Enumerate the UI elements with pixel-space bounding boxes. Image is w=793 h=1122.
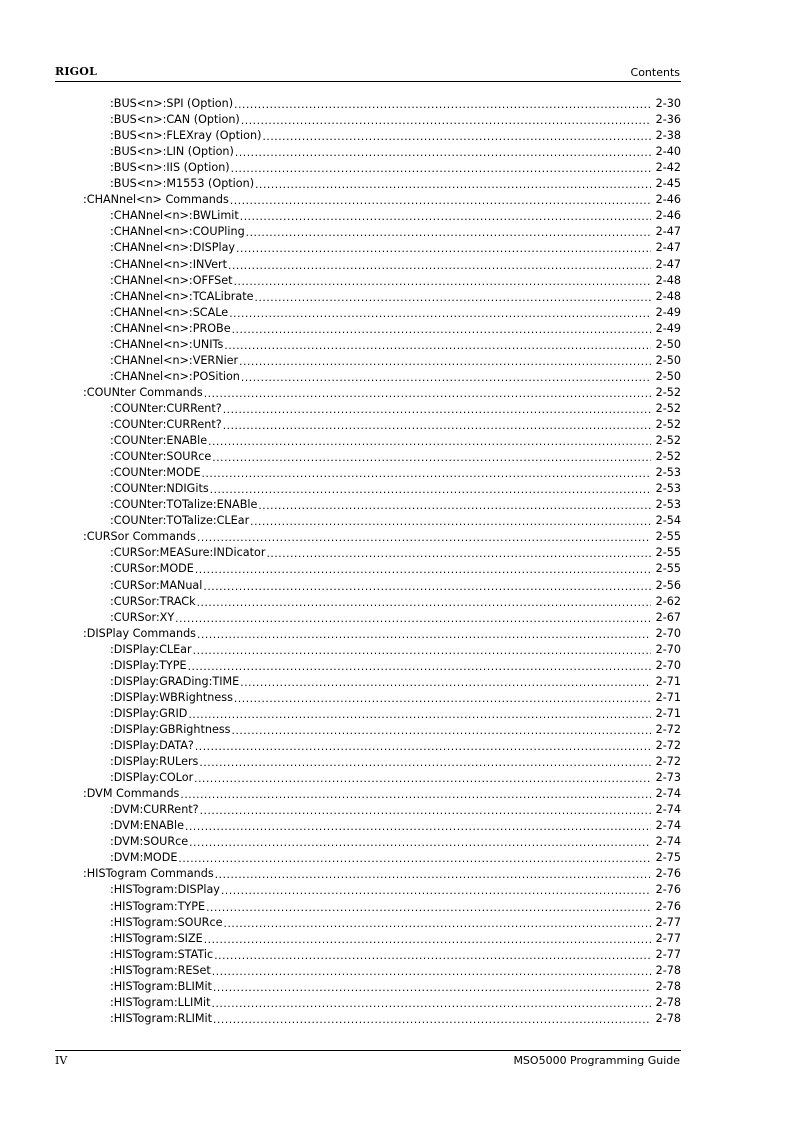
dot-leader <box>255 290 651 304</box>
toc-entry-label: :COUNter Commands <box>83 385 203 399</box>
toc-entry-page: 2-72 <box>655 755 681 769</box>
dot-leader <box>224 338 651 352</box>
toc-entry-page: 2-47 <box>655 225 681 239</box>
toc-entry-label: :COUNter:CURRent? <box>110 401 222 415</box>
toc-entry-label: :BUS<n>:CAN (Option) <box>110 113 240 127</box>
toc-entry[interactable] <box>0 641 681 657</box>
toc-entry-label: :COUNter:ENABle <box>110 434 208 448</box>
dot-leader <box>234 274 651 288</box>
toc-entry-label: :DISPlay:GRID <box>110 706 188 720</box>
toc-entry[interactable] <box>0 930 681 946</box>
toc-entry-label: :CURSor:MEASure:INDicator <box>110 546 266 560</box>
dot-leader <box>197 627 651 641</box>
toc-entry[interactable] <box>0 336 681 352</box>
dot-leader <box>210 482 651 496</box>
toc-entry[interactable] <box>0 352 681 368</box>
toc-entry-page: 2-30 <box>655 97 681 110</box>
toc-entry-label: :BUS<n>:FLEXray (Option) <box>110 129 262 143</box>
toc-entry-label: :CHANnel<n>:VERNier <box>110 353 239 367</box>
toc-entry-label: :BUS<n>:IIS (Option) <box>110 161 230 175</box>
toc-entry-label: :DISPlay:RULers <box>110 755 199 769</box>
dot-leader <box>212 964 651 978</box>
toc-entry-label: :CHANnel<n>:INVert <box>110 257 228 271</box>
toc-entry-label: :HISTogram:SOURce <box>110 915 223 929</box>
dot-leader <box>199 755 651 769</box>
toc-entry-page: 2-70 <box>655 626 681 640</box>
toc-entry-page: 2-45 <box>655 177 681 191</box>
toc-entry[interactable] <box>0 881 681 897</box>
toc-entry[interactable] <box>0 127 681 143</box>
dot-leader <box>255 177 651 191</box>
toc-section-entry[interactable] <box>0 384 681 400</box>
toc-entry-label: :DISPlay:CLEar <box>110 642 192 656</box>
toc-entry-label: :CHANnel<n>:OFFSet <box>110 273 233 287</box>
dot-leader <box>195 739 651 753</box>
toc-entry[interactable] <box>0 978 681 994</box>
dot-leader <box>194 771 651 785</box>
toc-entry-label: :CURSor:XY <box>110 610 175 624</box>
toc-entry-label: :HISTogram:SIZE <box>110 931 203 945</box>
dot-leader <box>240 675 651 689</box>
dot-leader <box>230 193 651 207</box>
toc-entry[interactable] <box>0 239 681 255</box>
toc-entry-label: :CURSor Commands <box>83 530 196 544</box>
toc-entry-page: 2-52 <box>655 418 681 431</box>
toc-entry[interactable] <box>0 689 681 705</box>
dot-leader <box>250 514 651 528</box>
dot-leader <box>234 97 651 111</box>
toc-entry-page: 2-46 <box>655 193 681 207</box>
toc-entry-label: :COUNter:TOTalize:CLEar <box>110 514 250 528</box>
toc-entry-label: :DVM:MODE <box>110 851 178 865</box>
toc-section-entry[interactable] <box>0 865 681 881</box>
toc-entry-page: 2-74 <box>655 787 681 801</box>
toc-entry[interactable] <box>0 207 681 223</box>
toc-entry-label: :HISTogram:TYPE <box>110 899 206 913</box>
dot-leader <box>185 819 651 833</box>
toc-entry-page: 2-74 <box>655 835 681 849</box>
toc-entry[interactable] <box>0 223 681 239</box>
toc-entry-label: :COUNter:CURRent? <box>110 418 222 431</box>
toc-entry[interactable] <box>0 801 681 817</box>
toc-entry-label: :DISPlay Commands <box>83 626 197 640</box>
dot-leader <box>228 258 651 272</box>
brand-logo-text: RIGOL <box>55 65 97 78</box>
dot-leader <box>204 386 651 400</box>
toc-entry[interactable] <box>0 496 681 512</box>
toc-entry-label: :CHANnel<n>:DISPlay <box>110 241 236 255</box>
toc-entry-label: :CURSor:MANual <box>110 578 203 592</box>
toc-entry[interactable] <box>0 175 681 191</box>
toc-entry-label: :CURSor:TRACk <box>110 594 196 608</box>
dot-leader <box>240 209 651 223</box>
dot-leader <box>234 691 651 705</box>
dot-leader <box>206 900 651 914</box>
toc-entry-label: :HISTogram:BLIMit <box>110 979 212 993</box>
toc-entry-label: :HISTogram:DISPlay <box>110 883 220 897</box>
toc-entry-label: :HISTogram:RESet <box>110 963 211 977</box>
dot-leader <box>229 306 651 320</box>
toc-entry-page: 2-50 <box>655 337 681 351</box>
toc-section-entry[interactable] <box>0 785 681 801</box>
toc-entry-page: 2-53 <box>655 466 681 480</box>
dot-leader <box>214 948 651 962</box>
toc-entry[interactable] <box>0 769 681 785</box>
dot-leader <box>213 980 651 994</box>
toc-entry-label: :DVM:SOURce <box>110 835 189 849</box>
toc-entry[interactable] <box>0 320 681 336</box>
dot-leader <box>215 867 651 881</box>
toc-entry[interactable] <box>0 480 681 496</box>
toc-entry-page: 2-49 <box>655 321 681 335</box>
toc-entry-label: :CHANnel<n>:COUPling <box>110 225 245 239</box>
toc-entry-page: 2-42 <box>655 161 681 175</box>
toc-entry-label: :HISTogram:STATic <box>110 947 214 961</box>
toc-entry[interactable] <box>0 898 681 914</box>
toc-entry-page: 2-70 <box>655 658 681 672</box>
toc-entry-page: 2-77 <box>655 931 681 945</box>
toc-entry-page: 2-77 <box>655 947 681 961</box>
toc-entry[interactable] <box>0 609 681 625</box>
toc-entry[interactable] <box>0 737 681 753</box>
toc-entry[interactable] <box>0 705 681 721</box>
toc-entry-page: 2-55 <box>655 562 681 576</box>
dot-leader <box>224 916 652 930</box>
toc-entry-page: 2-47 <box>655 241 681 255</box>
dot-leader <box>197 595 651 609</box>
toc-entry-label: :CHANnel<n>:SCALe <box>110 305 229 319</box>
toc-section-entry[interactable] <box>0 625 681 641</box>
toc-entry-page: 2-78 <box>655 995 681 1009</box>
dot-leader <box>203 579 651 593</box>
toc-entry[interactable] <box>0 657 681 673</box>
dot-leader <box>200 803 651 817</box>
toc-entry-label: :CURSor:MODE <box>110 562 194 576</box>
dot-leader <box>188 707 651 721</box>
toc-entry-page: 2-62 <box>655 594 681 608</box>
toc-entry[interactable] <box>0 962 681 978</box>
toc-entry[interactable] <box>0 111 681 127</box>
toc-entry-page: 2-72 <box>655 722 681 736</box>
dot-leader <box>241 113 651 127</box>
toc-entry[interactable] <box>0 914 681 930</box>
toc-entry[interactable] <box>0 994 681 1010</box>
document-title: MSO5000 Programming Guide <box>513 1054 680 1067</box>
toc-entry-page: 2-78 <box>655 963 681 977</box>
toc-entry[interactable] <box>0 95 681 111</box>
toc-entry-page: 2-40 <box>655 145 681 159</box>
dot-leader <box>266 546 651 560</box>
toc-entry-page: 2-78 <box>655 979 681 993</box>
toc-entry-page: 2-52 <box>655 401 681 415</box>
toc-section-entry[interactable] <box>0 528 681 544</box>
toc-entry-page: 2-53 <box>655 498 681 512</box>
dot-leader <box>246 225 651 239</box>
toc-entry[interactable] <box>0 560 681 576</box>
toc-entry-page: 2-55 <box>655 530 681 544</box>
toc-entry-label: :HISTogram:RLIMit <box>110 1011 213 1025</box>
section-title: Contents <box>630 66 680 79</box>
toc-entry[interactable] <box>0 577 681 593</box>
page-footer <box>55 1050 681 1067</box>
dot-leader <box>204 932 651 946</box>
toc-entry[interactable] <box>0 368 681 384</box>
toc-entry-page: 2-52 <box>655 450 681 464</box>
dot-leader <box>193 643 651 657</box>
toc-entry-label: :DISPlay:GBRightness <box>110 722 231 736</box>
toc-entry-page: 2-71 <box>655 690 681 704</box>
toc-entry-label: :CHANnel<n>:TCALibrate <box>110 289 254 303</box>
toc-entry-page: 2-75 <box>655 851 681 865</box>
toc-entry-label: :CHANnel<n>:PROBe <box>110 321 231 335</box>
toc-entry[interactable] <box>0 448 681 464</box>
toc-entry[interactable] <box>0 304 681 320</box>
toc-entry-page: 2-70 <box>655 642 681 656</box>
toc-entry-page: 2-76 <box>655 883 681 897</box>
toc-entry[interactable] <box>0 512 681 528</box>
toc-entry[interactable] <box>0 256 681 272</box>
toc-entry-page: 2-53 <box>655 482 681 496</box>
toc-entry-label: :DISPlay:COLor <box>110 771 194 785</box>
toc-entry[interactable] <box>0 288 681 304</box>
dot-leader <box>178 851 651 865</box>
toc-entry-page: 2-76 <box>655 867 681 881</box>
page-number: IV <box>55 1054 68 1067</box>
dot-leader <box>180 787 651 801</box>
toc-entry-page: 2-72 <box>655 739 681 752</box>
toc-entry-page: 2-74 <box>655 819 681 833</box>
dot-leader <box>208 434 651 448</box>
toc-entry[interactable] <box>0 464 681 480</box>
toc-entry[interactable] <box>0 946 681 962</box>
toc-entry-label: :COUNter:NDIGits <box>110 482 209 496</box>
dot-leader <box>232 322 651 336</box>
dot-leader <box>202 466 651 480</box>
toc-entry-page: 2-73 <box>655 771 681 785</box>
toc-entry-label: :BUS<n>:LIN (Option) <box>110 145 234 159</box>
toc-entry[interactable] <box>0 1010 681 1026</box>
dot-leader <box>235 145 651 159</box>
toc-entry-label: :HISTogram:LLIMit <box>110 995 211 1009</box>
toc-entry-page: 2-46 <box>655 209 681 223</box>
toc-entry[interactable] <box>0 159 681 175</box>
toc-entry-page: 2-52 <box>655 434 681 448</box>
toc-entry-page: 2-50 <box>655 353 681 367</box>
toc-entry[interactable] <box>0 272 681 288</box>
toc-entry[interactable] <box>0 673 681 689</box>
dot-leader <box>221 883 651 897</box>
toc-entry-page: 2-52 <box>655 385 681 399</box>
dot-leader <box>236 241 651 255</box>
toc-entry-label: :DISPlay:TYPE <box>110 658 187 672</box>
toc-entry-page: 2-67 <box>655 610 681 624</box>
dot-leader <box>212 996 652 1010</box>
toc-entry-label: :HISTogram Commands <box>83 867 214 881</box>
toc-entry-page: 2-76 <box>655 899 681 913</box>
toc-entry-label: :CHANnel<n> Commands <box>83 193 229 207</box>
toc-entry-label: :COUNter:SOURce <box>110 450 212 464</box>
dot-leader <box>212 450 651 464</box>
toc-entry-label: :DVM:ENABle <box>110 819 185 833</box>
toc-entry-label: :DISPlay:DATA? <box>110 739 194 752</box>
toc-entry[interactable] <box>0 544 681 560</box>
dot-leader <box>231 161 651 175</box>
toc-entry[interactable] <box>0 849 681 865</box>
dot-leader <box>223 402 651 416</box>
toc-entry-page: 2-71 <box>655 706 681 720</box>
toc-entry-label: :DISPlay:WBRightness <box>110 690 233 704</box>
toc-entry-page: 2-55 <box>655 546 681 560</box>
toc-entry[interactable] <box>0 593 681 609</box>
toc-entry[interactable] <box>0 400 681 416</box>
toc-entry-label: :CHANnel<n>:POSition <box>110 369 240 383</box>
toc-entry[interactable] <box>0 817 681 833</box>
dot-leader <box>239 354 651 368</box>
dot-leader <box>262 129 651 143</box>
toc-section-entry[interactable] <box>0 191 681 207</box>
dot-leader <box>175 611 651 625</box>
toc-entry-page: 2-54 <box>655 514 681 528</box>
page-header <box>55 64 681 82</box>
toc-entry-page: 2-56 <box>655 578 681 592</box>
toc-entry-page: 2-49 <box>655 305 681 319</box>
dot-leader <box>188 659 651 673</box>
toc-entry-label: :COUNter:TOTalize:ENABle <box>110 498 258 512</box>
toc-entry-page: 2-38 <box>655 129 681 143</box>
toc-entry[interactable] <box>0 143 681 159</box>
toc-entry-page: 2-71 <box>655 674 681 688</box>
dot-leader <box>223 418 651 432</box>
toc-entry[interactable] <box>0 432 681 448</box>
dot-leader <box>241 370 651 384</box>
dot-leader <box>232 723 651 737</box>
toc-entry[interactable] <box>0 753 681 769</box>
dot-leader <box>189 835 651 849</box>
toc-entry-page: 2-74 <box>655 803 681 817</box>
toc-entry-label: :DISPlay:GRADing:TIME <box>110 674 240 688</box>
toc-entry-label: :BUS<n>:SPI (Option) <box>110 97 234 110</box>
toc-entry[interactable] <box>0 416 681 432</box>
toc-entry[interactable] <box>0 833 681 849</box>
toc-entry-page: 2-50 <box>655 369 681 383</box>
toc-entry-label: :CHANnel<n>:BWLimit <box>110 209 239 223</box>
dot-leader <box>258 498 651 512</box>
dot-leader <box>213 1012 651 1026</box>
toc-entry-page: 2-36 <box>655 113 681 127</box>
toc-entry-label: :BUS<n>:M1553 (Option) <box>110 177 255 191</box>
toc-entry-page: 2-47 <box>655 257 681 271</box>
toc-entry[interactable] <box>0 721 681 737</box>
toc-entry-page: 2-48 <box>655 273 681 287</box>
dot-leader <box>197 530 651 544</box>
toc-entry-page: 2-77 <box>655 915 681 929</box>
toc-entry-page: 2-48 <box>655 289 681 303</box>
dot-leader <box>195 562 651 576</box>
toc-entry-label: :DVM Commands <box>83 787 180 801</box>
toc-entry-page: 2-78 <box>655 1011 681 1025</box>
toc-entry-label: :CHANnel<n>:UNITs <box>110 337 224 351</box>
toc-entry-label: :DVM:CURRent? <box>110 803 199 817</box>
toc-entry-label: :COUNter:MODE <box>110 466 201 480</box>
